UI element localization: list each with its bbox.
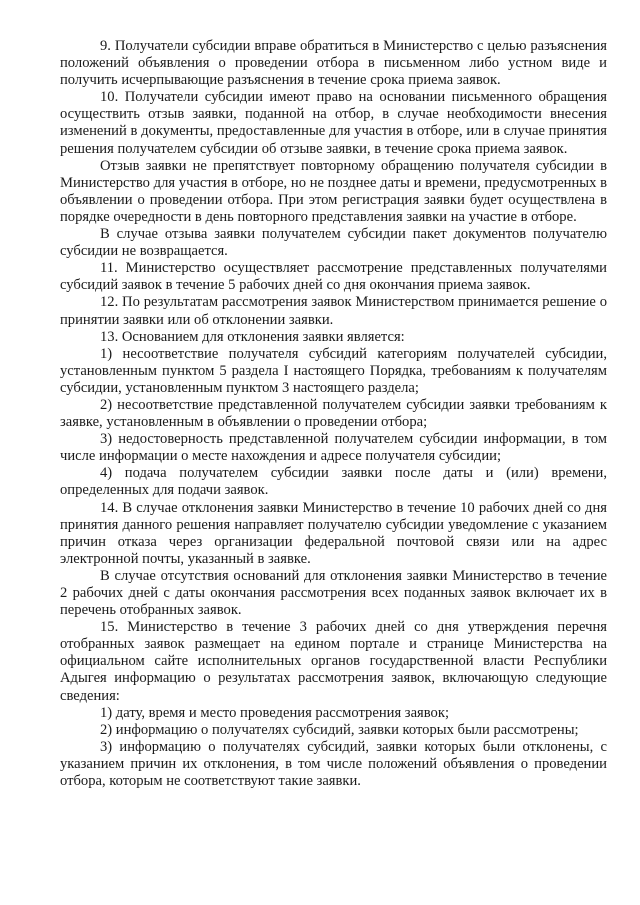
paragraph-12: 12. По результатам рассмотрения заявок Министерством принимается решение о принятии заявки или об отклонении заявки. — [60, 294, 607, 328]
paragraph-14-no-grounds: В случае отсутствия оснований для отклонения заявки Министерство в течение 2 рабочих дней с даты окончания рассмотрения всех поданных заявок включает их в перечень отобранных заявок. — [60, 567, 607, 619]
paragraph-13-item-2: 2) несоответствие представленной получателем субсидии заявки требованиям к заявке, установленным в объявлении о проведении отбора; — [60, 396, 607, 431]
paragraph-15: 15. Министерство в течение 3 рабочих дней со дня утверждения перечня отобранных заявок размещает на едином портале и странице Министерства на официальном сайте исполнительных органов государственной власти Республики Адыгея информацию о результатах рассмотрения заявок, включающую следующие сведения: — [60, 619, 607, 704]
paragraph-15-item-1: 1) дату, время и место проведения рассмотрения заявок; — [100, 704, 449, 721]
paragraph-13-item-3: 3) недостоверность представленной получателем субсидии информации, в том числе информации о месте нахождения и адресе получателя субсидии; — [60, 431, 607, 465]
paragraph-15-item-3: 3) информацию о получателях субсидий, заявки которых были отклонены, с указанием причин их отклонения, в том числе положений объявления о проведении отбора, которым не соответствуют такие заявки. — [60, 738, 607, 790]
paragraph-15-item-2: 2) информацию о получателях субсидий, заявки которых были рассмотрены; — [100, 721, 579, 738]
paragraph-withdrawal-repeat: Отзыв заявки не препятствует повторному обращению получателя субсидии в Министерство для участия в отборе, но не позднее даты и времени, предусмотренных в объявлении о проведении отбора. При этом регистрация заявки будет осуществлена в порядке очередности в день повторного представления заявки на участие в отборе. — [60, 157, 607, 225]
paragraph-10: 10. Получатели субсидии имеют право на основании письменного обращения осуществить отзыв заявки, поданной на отбор, в случае необходимости внесения изменений в документы, предоставленные для участия в отборе, или в случае принятия решения получателем субсидии об отзыве заявки, в течение срока приема заявок. — [60, 89, 607, 157]
paragraph-13-item-4: 4) подача получателем субсидии заявки после даты и (или) времени, определенных для подачи заявок. — [60, 465, 607, 499]
paragraph-14: 14. В случае отклонения заявки Министерство в течение 10 рабочих дней со дня принятия данного решения направляет получателю субсидии уведомление с указанием причин отказа через организации федеральной почтовой связи или на адрес электронной почты, указанный в заявке. — [60, 499, 607, 567]
paragraph-11: 11. Министерство осуществляет рассмотрение представленных получателями субсидий заявок в течение 5 рабочих дней со дня окончания приема заявок. — [60, 260, 607, 294]
paragraph-9: 9. Получатели субсидии вправе обратиться в Министерство с целью разъяснения положений объявления о проведении отбора в письменном либо устном виде и получить исчерпывающие разъяснения в течение срока приема заявок. — [60, 38, 607, 89]
paragraph-13: 13. Основанием для отклонения заявки является: — [100, 328, 405, 345]
paragraph-13-item-1: 1) несоответствие получателя субсидий категориям получателей субсидии, установленным пунктом 5 раздела I настоящего Порядка, требованиям к получателям субсидии, установленным пунктом 3 настоящего раздела; — [60, 345, 607, 396]
paragraph-withdrawal-docs: В случае отзыва заявки получателем субсидии пакет документов получателю субсидии не возвращается. — [60, 226, 607, 260]
